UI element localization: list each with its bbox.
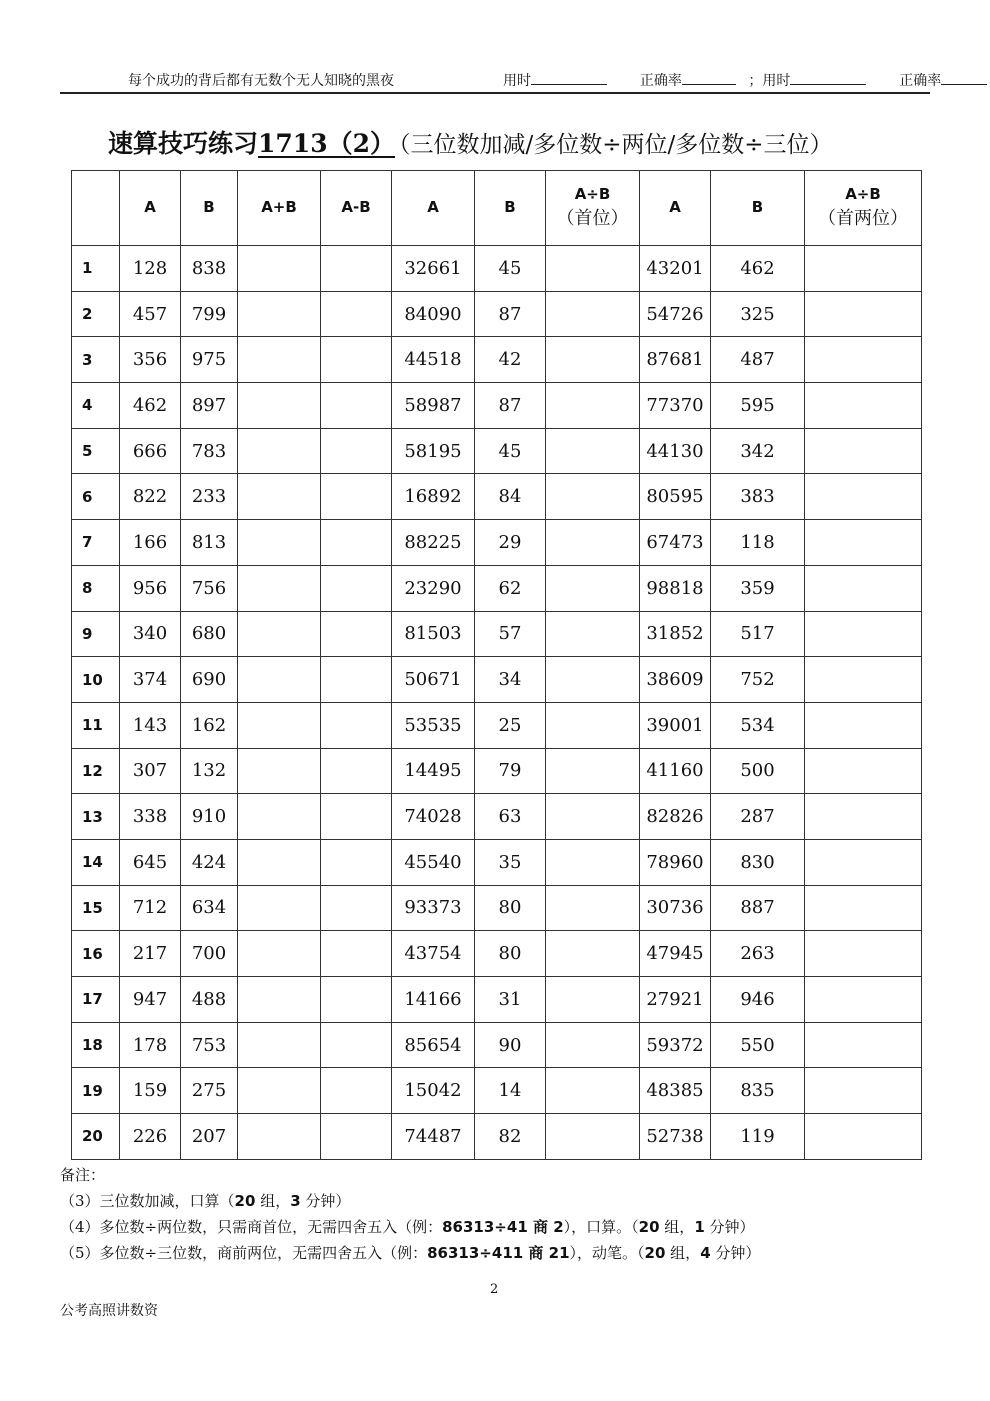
answer-cell[interactable] <box>805 246 922 292</box>
cell-a1: 340 <box>120 611 181 657</box>
answer-cell[interactable] <box>805 794 922 840</box>
answer-cell[interactable] <box>238 291 321 337</box>
cell-b2: 57 <box>475 611 546 657</box>
answer-cell[interactable] <box>238 702 321 748</box>
column-header: B <box>711 171 805 246</box>
cell-a2: 45540 <box>392 839 475 885</box>
cell-a2: 58195 <box>392 428 475 474</box>
cell-a2: 81503 <box>392 611 475 657</box>
table-row <box>72 1068 922 1114</box>
answer-cell[interactable] <box>546 291 640 337</box>
table-row <box>72 931 922 977</box>
cell-b2: 45 <box>475 246 546 292</box>
row-number: 8 <box>72 565 120 611</box>
answer-cell[interactable] <box>238 1114 321 1160</box>
answer-cell[interactable] <box>321 246 392 292</box>
cell-b1: 783 <box>181 428 238 474</box>
cell-a2: 85654 <box>392 1022 475 1068</box>
cell-a3: 43201 <box>640 246 711 292</box>
cell-a2: 16892 <box>392 474 475 520</box>
cell-b3: 342 <box>711 428 805 474</box>
answer-cell[interactable] <box>238 565 321 611</box>
answer-cell[interactable] <box>805 702 922 748</box>
cell-b3: 835 <box>711 1068 805 1114</box>
note-3: （3）三位数加减，口算（20 组，3 分钟） <box>60 1192 351 1210</box>
cell-a3: 44130 <box>640 428 711 474</box>
column-header: A <box>392 171 475 246</box>
cell-b3: 534 <box>711 702 805 748</box>
answer-cell[interactable] <box>805 520 922 566</box>
header-motto: 每个成功的背后都有无数个无人知晓的黑夜 <box>128 73 394 89</box>
column-header: A+B <box>238 171 321 246</box>
table-row <box>72 383 922 429</box>
cell-b3: 462 <box>711 246 805 292</box>
answer-cell[interactable] <box>546 748 640 794</box>
practice-table <box>71 170 922 1160</box>
answer-cell[interactable] <box>546 702 640 748</box>
answer-cell[interactable] <box>805 885 922 931</box>
answer-cell[interactable] <box>238 794 321 840</box>
cell-a1: 159 <box>120 1068 181 1114</box>
accuracy-label-2: 正确率 <box>899 73 942 89</box>
row-number: 20 <box>72 1114 120 1160</box>
table-row <box>72 702 922 748</box>
answer-cell[interactable] <box>321 702 392 748</box>
cell-a2: 84090 <box>392 291 475 337</box>
answer-cell[interactable] <box>238 611 321 657</box>
column-header: B <box>475 171 546 246</box>
cell-b2: 34 <box>475 657 546 703</box>
answer-cell[interactable] <box>321 931 392 977</box>
cell-a3: 39001 <box>640 702 711 748</box>
cell-a1: 356 <box>120 337 181 383</box>
answer-cell[interactable] <box>805 977 922 1023</box>
answer-cell[interactable] <box>805 748 922 794</box>
note-5: （5）多位数÷三位数，商前两位，无需四舍五入（例：86313÷411 商 21），动笔。（20 组，4 分钟） <box>60 1244 761 1262</box>
answer-cell[interactable] <box>321 337 392 383</box>
answer-cell[interactable] <box>546 657 640 703</box>
table-row <box>72 520 922 566</box>
cell-a3: 78960 <box>640 839 711 885</box>
answer-cell[interactable] <box>321 748 392 794</box>
page-title <box>108 124 833 160</box>
time-blank <box>531 70 607 85</box>
cell-b3: 830 <box>711 839 805 885</box>
note-4: （4）多位数÷两位数，只需商首位，无需四舍五入（例：86313÷41 商 2），口算。（20 组，1 分钟） <box>60 1218 755 1236</box>
cell-a1: 956 <box>120 565 181 611</box>
title-desc: （三位数加减/多位数÷两位/多位数÷三位） <box>399 132 833 158</box>
answer-cell[interactable] <box>238 337 321 383</box>
answer-cell[interactable] <box>805 565 922 611</box>
cell-b1: 700 <box>181 931 238 977</box>
header-separator: ； <box>748 73 763 89</box>
cell-a3: 54726 <box>640 291 711 337</box>
cell-a1: 338 <box>120 794 181 840</box>
page-header <box>60 62 942 94</box>
cell-b3: 500 <box>711 748 805 794</box>
answer-cell[interactable] <box>321 657 392 703</box>
answer-cell[interactable] <box>546 474 640 520</box>
column-header: A÷B （首位） <box>546 171 640 246</box>
table-row <box>72 657 922 703</box>
cell-a1: 374 <box>120 657 181 703</box>
cell-b2: 29 <box>475 520 546 566</box>
cell-b2: 35 <box>475 839 546 885</box>
answer-cell[interactable] <box>238 1022 321 1068</box>
cell-a2: 14166 <box>392 977 475 1023</box>
cell-b1: 838 <box>181 246 238 292</box>
row-number: 5 <box>72 428 120 474</box>
answer-cell[interactable] <box>321 1114 392 1160</box>
answer-cell[interactable] <box>238 839 321 885</box>
answer-cell[interactable] <box>238 474 321 520</box>
cell-a2: 15042 <box>392 1068 475 1114</box>
cell-b2: 31 <box>475 977 546 1023</box>
row-number: 4 <box>72 383 120 429</box>
answer-cell[interactable] <box>805 839 922 885</box>
answer-cell[interactable] <box>546 794 640 840</box>
cell-b3: 595 <box>711 383 805 429</box>
cell-a1: 457 <box>120 291 181 337</box>
cell-b1: 897 <box>181 383 238 429</box>
answer-cell[interactable] <box>238 977 321 1023</box>
cell-a2: 44518 <box>392 337 475 383</box>
row-number: 6 <box>72 474 120 520</box>
cell-a1: 166 <box>120 520 181 566</box>
answer-cell[interactable] <box>546 428 640 474</box>
table-row <box>72 1022 922 1068</box>
cell-a2: 43754 <box>392 931 475 977</box>
cell-a1: 217 <box>120 931 181 977</box>
cell-b2: 80 <box>475 885 546 931</box>
answer-cell[interactable] <box>805 1114 922 1160</box>
column-header: A <box>640 171 711 246</box>
answer-cell[interactable] <box>546 1022 640 1068</box>
table-row <box>72 337 922 383</box>
cell-b3: 487 <box>711 337 805 383</box>
cell-a2: 74487 <box>392 1114 475 1160</box>
cell-a1: 462 <box>120 383 181 429</box>
answer-cell[interactable] <box>805 1022 922 1068</box>
time-blank-2 <box>790 70 866 85</box>
cell-a3: 80595 <box>640 474 711 520</box>
answer-cell[interactable] <box>238 885 321 931</box>
table-row <box>72 246 922 292</box>
cell-a1: 645 <box>120 839 181 885</box>
row-number: 17 <box>72 977 120 1023</box>
accuracy-blank-2 <box>941 70 987 85</box>
answer-cell[interactable] <box>805 291 922 337</box>
row-number: 18 <box>72 1022 120 1068</box>
answer-cell[interactable] <box>546 246 640 292</box>
table-row <box>72 839 922 885</box>
row-number: 7 <box>72 520 120 566</box>
cell-b3: 118 <box>711 520 805 566</box>
table-row <box>72 977 922 1023</box>
answer-cell[interactable] <box>238 931 321 977</box>
table-row <box>72 428 922 474</box>
answer-cell[interactable] <box>546 1068 640 1114</box>
cell-b1: 132 <box>181 748 238 794</box>
cell-b2: 25 <box>475 702 546 748</box>
answer-cell[interactable] <box>238 383 321 429</box>
answer-cell[interactable] <box>238 428 321 474</box>
answer-cell[interactable] <box>321 794 392 840</box>
cell-b3: 119 <box>711 1114 805 1160</box>
answer-cell[interactable] <box>321 474 392 520</box>
table-row <box>72 794 922 840</box>
answer-cell[interactable] <box>805 337 922 383</box>
cell-b1: 233 <box>181 474 238 520</box>
answer-cell[interactable] <box>321 428 392 474</box>
cell-a3: 59372 <box>640 1022 711 1068</box>
cell-a1: 307 <box>120 748 181 794</box>
cell-b3: 946 <box>711 977 805 1023</box>
answer-cell[interactable] <box>546 977 640 1023</box>
cell-b1: 813 <box>181 520 238 566</box>
cell-b3: 752 <box>711 657 805 703</box>
cell-b3: 383 <box>711 474 805 520</box>
table-row <box>72 565 922 611</box>
table-row <box>72 611 922 657</box>
answer-cell[interactable] <box>546 337 640 383</box>
row-number: 13 <box>72 794 120 840</box>
answer-cell[interactable] <box>546 931 640 977</box>
row-number: 11 <box>72 702 120 748</box>
answer-cell[interactable] <box>805 657 922 703</box>
answer-cell[interactable] <box>321 520 392 566</box>
cell-b1: 910 <box>181 794 238 840</box>
cell-b1: 756 <box>181 565 238 611</box>
row-number: 9 <box>72 611 120 657</box>
answer-cell[interactable] <box>321 611 392 657</box>
cell-a1: 178 <box>120 1022 181 1068</box>
table-row <box>72 291 922 337</box>
table-row <box>72 748 922 794</box>
cell-b3: 517 <box>711 611 805 657</box>
cell-b2: 79 <box>475 748 546 794</box>
row-number: 16 <box>72 931 120 977</box>
answer-cell[interactable] <box>321 291 392 337</box>
cell-b2: 87 <box>475 291 546 337</box>
answer-cell[interactable] <box>546 383 640 429</box>
notes <box>60 1162 760 1266</box>
cell-a2: 14495 <box>392 748 475 794</box>
row-number: 3 <box>72 337 120 383</box>
cell-a3: 31852 <box>640 611 711 657</box>
cell-a1: 666 <box>120 428 181 474</box>
answer-cell[interactable] <box>238 748 321 794</box>
cell-a3: 27921 <box>640 977 711 1023</box>
title-code: 1713（2） <box>258 129 395 158</box>
answer-cell[interactable] <box>238 246 321 292</box>
answer-cell[interactable] <box>321 1068 392 1114</box>
answer-cell[interactable] <box>805 474 922 520</box>
title-main: 速算技巧练习 <box>108 129 259 158</box>
answer-cell[interactable] <box>321 565 392 611</box>
cell-b2: 84 <box>475 474 546 520</box>
time-label: 用时 <box>503 73 531 89</box>
cell-a1: 712 <box>120 885 181 931</box>
cell-b1: 680 <box>181 611 238 657</box>
column-header <box>72 171 120 246</box>
cell-b3: 887 <box>711 885 805 931</box>
cell-a1: 947 <box>120 977 181 1023</box>
column-header: B <box>181 171 238 246</box>
cell-b1: 634 <box>181 885 238 931</box>
table-row <box>72 885 922 931</box>
row-number: 19 <box>72 1068 120 1114</box>
answer-cell[interactable] <box>546 839 640 885</box>
cell-a3: 87681 <box>640 337 711 383</box>
cell-b3: 325 <box>711 291 805 337</box>
accuracy-label: 正确率 <box>639 73 682 89</box>
time-label-2: 用时 <box>762 73 791 89</box>
cell-a3: 38609 <box>640 657 711 703</box>
page-number: 2 <box>490 1282 499 1297</box>
table-row <box>72 1114 922 1160</box>
answer-cell[interactable] <box>321 977 392 1023</box>
row-number: 10 <box>72 657 120 703</box>
answer-cell[interactable] <box>805 931 922 977</box>
cell-b2: 14 <box>475 1068 546 1114</box>
cell-b1: 975 <box>181 337 238 383</box>
answer-cell[interactable] <box>238 657 321 703</box>
answer-cell[interactable] <box>321 839 392 885</box>
cell-b2: 90 <box>475 1022 546 1068</box>
answer-cell[interactable] <box>805 428 922 474</box>
cell-a2: 32661 <box>392 246 475 292</box>
cell-b3: 287 <box>711 794 805 840</box>
row-number: 15 <box>72 885 120 931</box>
cell-b2: 82 <box>475 1114 546 1160</box>
row-number: 1 <box>72 246 120 292</box>
cell-a1: 128 <box>120 246 181 292</box>
answer-cell[interactable] <box>238 1068 321 1114</box>
answer-cell[interactable] <box>805 1068 922 1114</box>
cell-a3: 52738 <box>640 1114 711 1160</box>
cell-b2: 80 <box>475 931 546 977</box>
cell-b2: 87 <box>475 383 546 429</box>
cell-a3: 30736 <box>640 885 711 931</box>
cell-a3: 41160 <box>640 748 711 794</box>
answer-cell[interactable] <box>238 520 321 566</box>
answer-cell[interactable] <box>546 1114 640 1160</box>
cell-b1: 488 <box>181 977 238 1023</box>
cell-a2: 88225 <box>392 520 475 566</box>
cell-a3: 82826 <box>640 794 711 840</box>
cell-a2: 74028 <box>392 794 475 840</box>
cell-b1: 753 <box>181 1022 238 1068</box>
cell-b3: 263 <box>711 931 805 977</box>
cell-a2: 58987 <box>392 383 475 429</box>
row-number: 12 <box>72 748 120 794</box>
cell-b2: 45 <box>475 428 546 474</box>
cell-a1: 143 <box>120 702 181 748</box>
cell-b2: 42 <box>475 337 546 383</box>
answer-cell[interactable] <box>321 383 392 429</box>
notes-heading: 备注： <box>60 1166 106 1184</box>
cell-a1: 822 <box>120 474 181 520</box>
answer-cell[interactable] <box>321 1022 392 1068</box>
cell-a2: 53535 <box>392 702 475 748</box>
column-header: A÷B （首两位） <box>805 171 922 246</box>
cell-a3: 98818 <box>640 565 711 611</box>
cell-b3: 550 <box>711 1022 805 1068</box>
cell-b1: 162 <box>181 702 238 748</box>
cell-b1: 690 <box>181 657 238 703</box>
footer-text: 公考高照讲数资 <box>60 1303 158 1319</box>
answer-cell[interactable] <box>546 885 640 931</box>
cell-a1: 226 <box>120 1114 181 1160</box>
answer-cell[interactable] <box>805 611 922 657</box>
answer-cell[interactable] <box>546 520 640 566</box>
row-number: 14 <box>72 839 120 885</box>
cell-b3: 359 <box>711 565 805 611</box>
cell-a2: 93373 <box>392 885 475 931</box>
cell-b1: 275 <box>181 1068 238 1114</box>
cell-b2: 63 <box>475 794 546 840</box>
accuracy-blank <box>682 70 736 85</box>
cell-b1: 424 <box>181 839 238 885</box>
cell-a3: 77370 <box>640 383 711 429</box>
column-header: A <box>120 171 181 246</box>
cell-a2: 23290 <box>392 565 475 611</box>
cell-a3: 47945 <box>640 931 711 977</box>
cell-b2: 62 <box>475 565 546 611</box>
answer-cell[interactable] <box>805 383 922 429</box>
cell-a3: 48385 <box>640 1068 711 1114</box>
row-number: 2 <box>72 291 120 337</box>
column-header: A-B <box>321 171 392 246</box>
cell-a2: 50671 <box>392 657 475 703</box>
header-fields <box>503 70 987 90</box>
answer-cell[interactable] <box>546 611 640 657</box>
cell-a3: 67473 <box>640 520 711 566</box>
answer-cell[interactable] <box>321 885 392 931</box>
table-row <box>72 474 922 520</box>
cell-b1: 207 <box>181 1114 238 1160</box>
cell-b1: 799 <box>181 291 238 337</box>
answer-cell[interactable] <box>546 565 640 611</box>
